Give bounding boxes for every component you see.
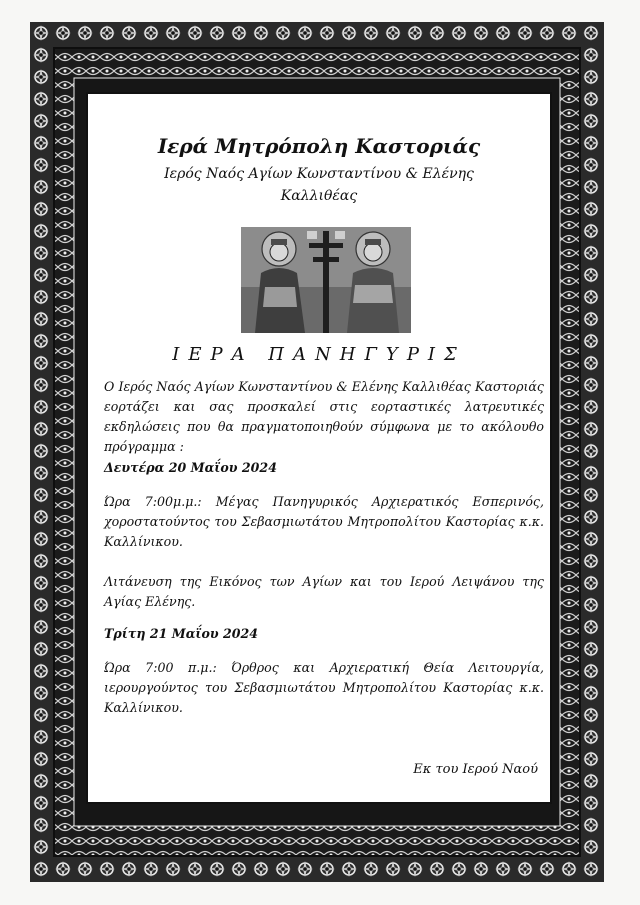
church-name: Ιερός Ναός Αγίων Κωνσταντίνου & Ελένης — [164, 166, 474, 182]
schedule-date: Τρίτη 21 Μαΐου 2024 — [104, 626, 259, 641]
schedule-event: Ώρα 7:00μ.μ.: Μέγας Πανηγυρικός Αρχιερατικός Εσπερινός, χοροστατούντος του Σεβασμιωτάτου Μητροπολίτου Καστορίας κ.κ. Καλλίνικου. — [104, 494, 544, 549]
schedule-event: Ώρα 7:00 π.μ.: Όρθρος και Αρχιερατική Θεία Λειτουργία, ιερουργούντος του Σεβασμιωτάτου Μητροπολίτου Καστορίας κ.κ. Καλλίνικου. — [104, 660, 544, 715]
location-name: Καλλιθέας — [280, 188, 358, 204]
intro-paragraph: Ο Ιερός Ναός Αγίων Κωνσταντίνου & Ελένης Καλλιθέας Καστοριάς εορτάζει και σας προσκαλεί στις εορταστικές λατρευτικές εκδηλώσεις που θα πραγματοποιηθούν σύμφωνα με το ακόλουθο πρόγραμμα : — [104, 379, 544, 454]
feast-title: ΙΕΡΑ ΠΑΝΗΓΥΡΙΣ — [172, 344, 466, 365]
invitation-content — [86, 92, 552, 804]
schedule-date: Δευτέρα 20 Μαΐου 2024 — [104, 460, 277, 475]
saints-constantine-helen-icon — [241, 227, 411, 333]
schedule-event: Λιτάνευση της Εικόνος των Αγίων και του Ιερού Λειψάνου της Αγίας Ελένης. — [104, 574, 544, 609]
signature: Εκ του Ιερού Ναού — [413, 762, 538, 777]
metropolis-title: Ιερά Μητρόπολη Καστοριάς — [157, 134, 481, 158]
